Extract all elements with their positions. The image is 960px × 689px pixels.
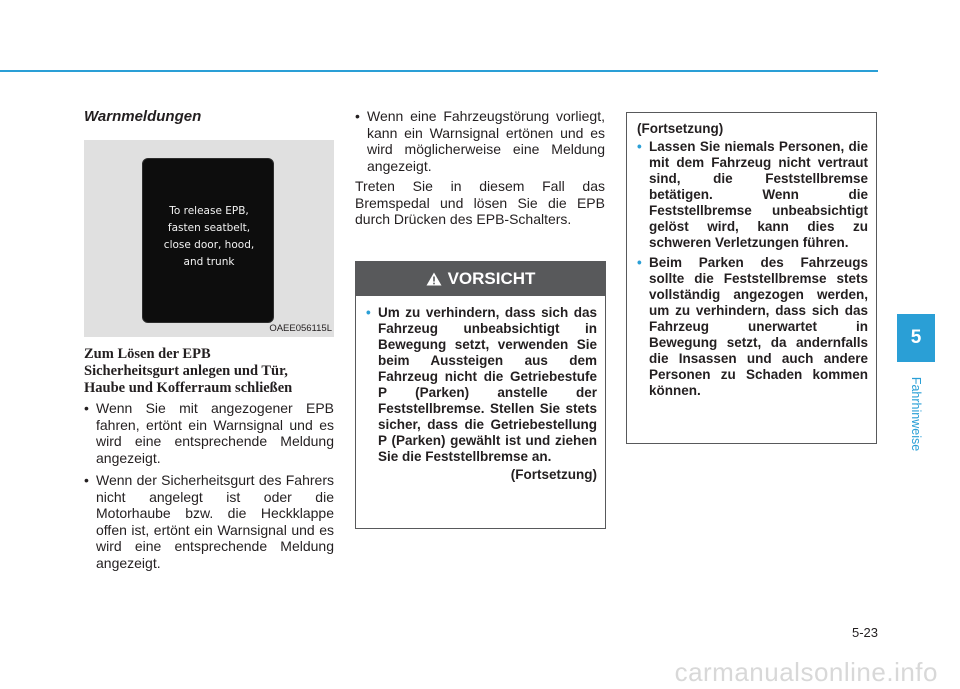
continued-label: (Fortsetzung) bbox=[510, 467, 597, 482]
continued-label: (Fortsetzung) bbox=[637, 121, 724, 136]
warning-icon bbox=[426, 272, 442, 286]
continued-caution-box bbox=[626, 112, 877, 444]
list-item: • Wenn eine Fahrzeugstörung vorliegt, kann ein Warnsignal ertönen und es wird möglicherweise eine Meldung angezeigt. bbox=[355, 108, 605, 174]
watermark-text: carmanualsonline.info bbox=[674, 656, 938, 687]
cluster-message: To release EPB, fasten seatbelt, close door, hood, and trunk bbox=[163, 205, 255, 268]
caution-item: • Beim Parken des Fahrzeugs sollte die Feststellbremse stets vollständig angezogen werden, um zu verhindern, dass sich das Fahrzeug unerwartet in Bewegung setzt, da andernfalls die Insassen und auch andere Personen zu Schaden kommen können. bbox=[637, 255, 868, 399]
middle-column bbox=[355, 108, 605, 228]
caution-header bbox=[356, 262, 605, 296]
watermark bbox=[0, 655, 960, 689]
chapter-label-text: Fahrhinweise bbox=[909, 376, 923, 452]
caution-title: VORSICHT bbox=[447, 269, 536, 288]
middle-bullet-list bbox=[355, 108, 605, 174]
page-number: 5-23 bbox=[851, 625, 878, 640]
left-bullet-list bbox=[84, 400, 334, 571]
header-rule bbox=[0, 70, 878, 72]
list-item: • Wenn Sie mit angezogener EPB fahren, ertönt ein Warnsignal und es wird eine entsprechende Meldung angezeigt. bbox=[84, 400, 334, 466]
instruction-text: Treten Sie in diesem Fall das Bremspedal und lösen Sie die EPB durch Drücken des EPB-Schalters. bbox=[355, 178, 605, 227]
chapter-tab: 5 bbox=[897, 314, 935, 362]
caution-item: • Lassen Sie niemals Personen, die mit dem Fahrzeug nicht vertraut sind, die Feststellbremse betätigen. Wenn die Feststellbremse unbeabsichtigt gelöst wird, kann dies zu schweren Verletzungen führen. bbox=[637, 139, 868, 251]
section-heading: Warnmeldungen bbox=[84, 108, 202, 125]
caution-item: • Um zu verhindern, dass sich das Fahrzeug unbeabsichtigt in Bewegung setzt, verwenden Sie beim Aussteigen aus dem Fahrzeug nicht die Getriebestufe P (Parken) anstelle der Feststellbremse. Stellen Sie stets sicher, dass die Getriebestellung P (Parken) gewählt ist und ziehen Sie die Feststellbremse an. bbox=[366, 305, 597, 465]
caution-body bbox=[356, 296, 605, 483]
chapter-label bbox=[896, 370, 936, 458]
cluster-display bbox=[142, 158, 274, 323]
cluster-figure bbox=[84, 140, 334, 337]
left-column bbox=[84, 108, 334, 577]
list-item: • Wenn der Sicherheitsgurt des Fahrers nicht angelegt ist oder die Motorhaube bzw. die Heckklappe offen ist, ertönt ein Warnsignal und es wird eine entsprechende Meldung angezeigt. bbox=[84, 472, 334, 571]
figure-code: OAEE056115L bbox=[269, 323, 332, 334]
caution-box bbox=[355, 261, 606, 529]
subheading: Zum Lösen der EPB Sicherheitsgurt anlegen und Tür, Haube und Kofferraum schließen bbox=[84, 346, 293, 396]
